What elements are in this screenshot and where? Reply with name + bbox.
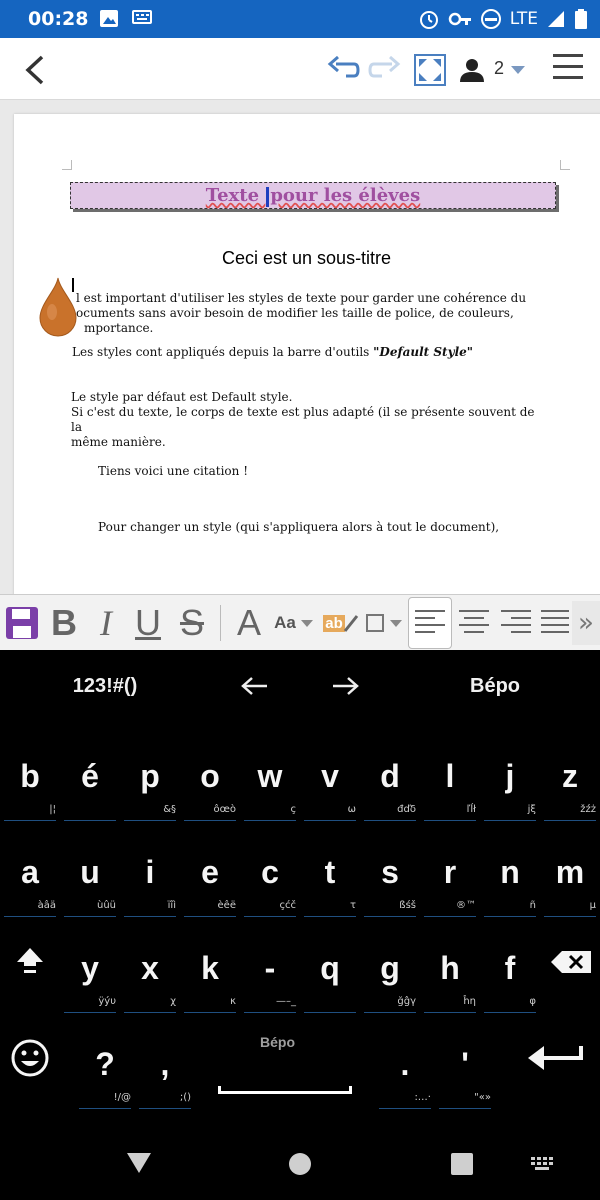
align-right-button[interactable] [496,601,536,645]
justify-button[interactable] [538,601,572,645]
key-i[interactable] [120,834,180,930]
key-alt-label: ñ [529,900,536,911]
status-time: 00:28 [28,8,89,30]
bold-icon: B [51,602,77,643]
key-label: . [400,1046,410,1082]
key-label: c [261,854,279,890]
italic-icon: I [100,603,112,643]
key-h[interactable] [420,930,480,1026]
key-underline [244,1012,296,1013]
key-alt-label: çćč [279,900,296,911]
shift-key[interactable] [0,930,60,1026]
key-p[interactable] [120,738,180,834]
justify-icon [540,608,570,638]
key-q[interactable] [300,930,360,1026]
key-label: q [320,950,340,986]
key-z[interactable] [540,738,600,834]
text-selection-handle[interactable] [38,276,78,338]
fullscreen-icon[interactable] [414,54,446,86]
key-alt-label: ßśš [399,900,416,911]
key-alt-label: ğĝγ [397,996,416,1007]
key-alt-label: ç [290,804,296,815]
key-alt-label: ;() [179,1092,191,1103]
key-label: m [555,854,585,890]
paragraph-3 [71,390,549,450]
key-alt-label: đďδ [397,804,416,815]
keyboard-switch-icon[interactable] [530,1156,556,1172]
chevron-left-icon[interactable] [22,54,48,86]
key-label: h [440,950,460,986]
key-m[interactable] [540,834,600,930]
key-label: e [201,854,219,890]
spacebar-label: Bépo [260,1034,295,1050]
key-alt-label: ÿýυ [98,996,116,1007]
key-underline [124,1012,176,1013]
key-alt-label: &§ [163,804,176,815]
key-alt-label: ®™ [456,900,476,911]
key-d[interactable] [360,738,420,834]
network-type: LTE [509,9,538,29]
key-underline [379,1108,431,1109]
key-underline [4,916,56,917]
backspace-key[interactable] [540,930,600,1026]
key-g[interactable] [360,930,420,1026]
key-v[interactable] [300,738,360,834]
key-o[interactable] [180,738,240,834]
chevron-down-icon [300,618,314,628]
key-underline [364,820,416,821]
key-alt-label: χ [170,996,176,1007]
status-bar [0,0,600,38]
key-underline [424,820,476,821]
key-underline [79,1108,131,1109]
document-subtitle: Ceci est un sous-titre [222,248,392,268]
underline-icon: U [135,602,161,643]
image-icon [100,9,152,29]
hamburger-menu-icon[interactable] [552,52,584,82]
key-alt-label: μ [589,900,596,911]
document-title-box[interactable] [70,182,556,209]
key-label: l [445,758,455,794]
key-underline [184,916,236,917]
key-label: o [200,758,220,794]
title-text-after-cursor: pour les élèves [270,185,421,206]
align-left-button[interactable] [408,597,452,649]
border-button[interactable] [362,601,406,645]
vpn-key-icon [448,8,472,30]
key-k[interactable] [180,930,240,1026]
key-alt-label: ôœò [213,804,236,815]
key-label: a [21,854,39,890]
do-not-disturb-icon [480,8,502,30]
key-label: i [145,854,155,890]
key-label: x [141,950,159,986]
key-underline [64,916,116,917]
font-size-icon: Aa [274,613,296,632]
enter-key[interactable] [510,1026,600,1122]
key-c[interactable] [240,834,300,930]
soft-keyboard [0,650,600,1124]
key-a[interactable] [0,834,60,930]
title-text-before-cursor: Texte [205,185,266,206]
key-alt-label: "«» [474,1092,491,1103]
key-r[interactable] [420,834,480,930]
key-w[interactable] [240,738,300,834]
strikethrough-button[interactable] [172,601,212,645]
key-underline [364,916,416,917]
chevron-down-icon [389,618,403,628]
key-label: k [201,950,219,986]
undo-icon[interactable] [326,56,360,84]
key-question[interactable] [75,1026,135,1122]
paragraph-1 [76,291,554,336]
align-center-button[interactable] [454,601,494,645]
user-icon[interactable] [458,56,486,84]
font-color-button[interactable] [230,601,268,645]
spacebar[interactable] [218,1086,352,1094]
key-apostrophe[interactable] [435,1026,495,1122]
key-label: é [81,758,99,794]
key-alt-label: žźż [580,804,596,815]
key-underline [484,1012,536,1013]
key-label: r [443,854,457,890]
arrow-right-icon [331,676,359,696]
highlight-button[interactable] [322,601,360,645]
key-underline [244,820,296,821]
bold-button[interactable] [44,601,84,645]
key-hyphen[interactable] [240,930,300,1026]
key-underline [544,820,596,821]
key-x[interactable] [120,930,180,1026]
symbols-key[interactable]: 123!#() [72,674,138,697]
arrow-left-icon [241,676,269,696]
key-alt-label: ω [347,804,356,815]
key-alt-label: ùûü [96,900,116,911]
key-label: s [381,854,399,890]
key-label: u [80,854,100,890]
key-e-acute[interactable] [60,738,120,834]
key-label: t [324,854,336,890]
key-label: p [140,758,160,794]
font-color-icon: A [236,602,261,643]
shift-icon [16,946,44,976]
align-center-icon [458,608,490,638]
key-label: v [321,758,339,794]
key-b[interactable] [0,738,60,834]
key-alt-label: κ [230,996,236,1007]
quote: Tiens voici une citation ! [98,464,249,478]
key-alt-label: ľĺł [466,804,476,815]
key-t[interactable] [300,834,360,930]
key-alt-label: ïîì [167,900,176,911]
key-underline [484,820,536,821]
key-underline [544,916,596,917]
border-icon [365,613,385,633]
key-underline [364,1012,416,1013]
font-size-button[interactable] [270,601,318,645]
key-alt-label: !/@ [113,1092,131,1103]
save-icon [5,606,39,640]
key-alt-label: jξ [527,804,536,815]
key-f[interactable] [480,930,540,1026]
key-underline [124,916,176,917]
key-underline [424,1012,476,1013]
key-label: ' [461,1046,469,1082]
key-underline [184,1012,236,1013]
key-alt-label: φ [529,996,536,1007]
paragraph-3-line-3: même manière. [71,435,166,449]
key-l[interactable] [420,738,480,834]
paragraph-3-line-2: Si c'est du texte, le corps de texte est plus adapté (il se présente souvent de la [71,405,535,434]
key-label: - [264,950,276,986]
key-y[interactable] [60,930,120,1026]
app-toolbar [0,38,600,100]
pen-icon [343,613,359,633]
smiley-icon [10,1038,50,1078]
key-period[interactable] [375,1026,435,1122]
key-label: ? [95,1046,115,1082]
enter-arrow-icon [526,1040,584,1070]
key-label: g [380,950,400,986]
default-style-emphasis: "Default Style" [373,345,474,359]
key-underline [124,820,176,821]
key-alt-label: àâä [37,900,56,911]
margin-corner [560,160,570,170]
key-label: , [160,1046,170,1082]
margin-corner [62,160,72,170]
key-underline [4,820,56,821]
paragraph-1-line-2: ocuments sans avoir besoin de modifier les taille de police, de couleurs, [76,306,514,320]
toolbar-divider [220,605,221,641]
key-label: f [504,950,516,986]
key-comma[interactable] [135,1026,195,1122]
key-label: z [562,758,578,794]
cursor-right-key[interactable] [320,650,370,722]
key-alt-label: τ [349,900,356,911]
key-u[interactable] [60,834,120,930]
redo-icon[interactable] [368,56,402,84]
battery-icon [574,8,588,30]
key-label: y [81,950,99,986]
key-underline [484,916,536,917]
user-count: 2 [494,58,505,78]
document-canvas[interactable] [0,100,600,594]
italic-button[interactable] [88,601,124,645]
back-triangle-icon[interactable] [126,1152,152,1174]
paragraph-1-line-1: l est important d'utiliser les styles de texte pour garder une cohérence du [76,291,527,305]
key-alt-label: |¦ [49,804,56,815]
key-alt-label: :…· [414,1092,431,1103]
save-button[interactable] [4,601,40,645]
key-label: d [380,758,400,794]
key-label: w [257,758,283,794]
key-underline [304,1012,356,1013]
key-underline [304,916,356,917]
align-right-icon [500,608,532,638]
align-left-icon [414,608,446,638]
signal-icon [546,9,566,29]
key-e[interactable] [180,834,240,930]
key-underline [64,820,116,821]
underline-button[interactable] [128,601,168,645]
key-label: j [505,758,515,794]
highlight-icon: ab [325,614,343,632]
chevron-down-icon[interactable] [510,64,526,76]
key-underline [244,916,296,917]
recents-square-icon[interactable] [450,1152,474,1176]
formatting-toolbar [0,594,600,650]
key-label: b [20,758,40,794]
key-underline [64,1012,116,1013]
paragraph-4: Pour changer un style (qui s'appliquera alors à tout le document), [98,520,500,534]
notification-icons [100,9,152,33]
cursor-left-key[interactable] [230,650,280,722]
paragraph-2-text: Les styles cont appliqués depuis la barre d'outils [72,345,374,359]
key-underline [439,1108,491,1109]
system-navigation-bar [0,1124,600,1200]
key-underline [139,1108,191,1109]
key-s[interactable] [360,834,420,930]
key-label: n [500,854,520,890]
emoji-key[interactable] [0,1026,60,1122]
key-n[interactable] [480,834,540,930]
key-j[interactable] [480,738,540,834]
double-chevron-right-icon: » [578,608,594,638]
paragraph-2 [72,345,550,360]
key-underline [304,820,356,821]
backspace-icon [550,950,592,974]
home-circle-icon[interactable] [288,1152,312,1176]
key-alt-label: —–_ [276,996,296,1007]
text-cursor [266,187,269,207]
more-tools-button[interactable] [572,601,600,645]
alarm-icon [418,8,440,30]
key-alt-label: ĥη [463,996,476,1007]
key-underline [184,820,236,821]
paragraph-1-line-3: mportance. [84,321,154,335]
strikethrough-icon: S [179,602,204,643]
document-page[interactable] [14,114,600,594]
key-alt-label: èêë [217,900,236,911]
keyboard-layout-name[interactable]: Bépo [470,674,520,697]
paragraph-3-line-1: Le style par défaut est Default style. [71,390,293,404]
key-underline [424,916,476,917]
